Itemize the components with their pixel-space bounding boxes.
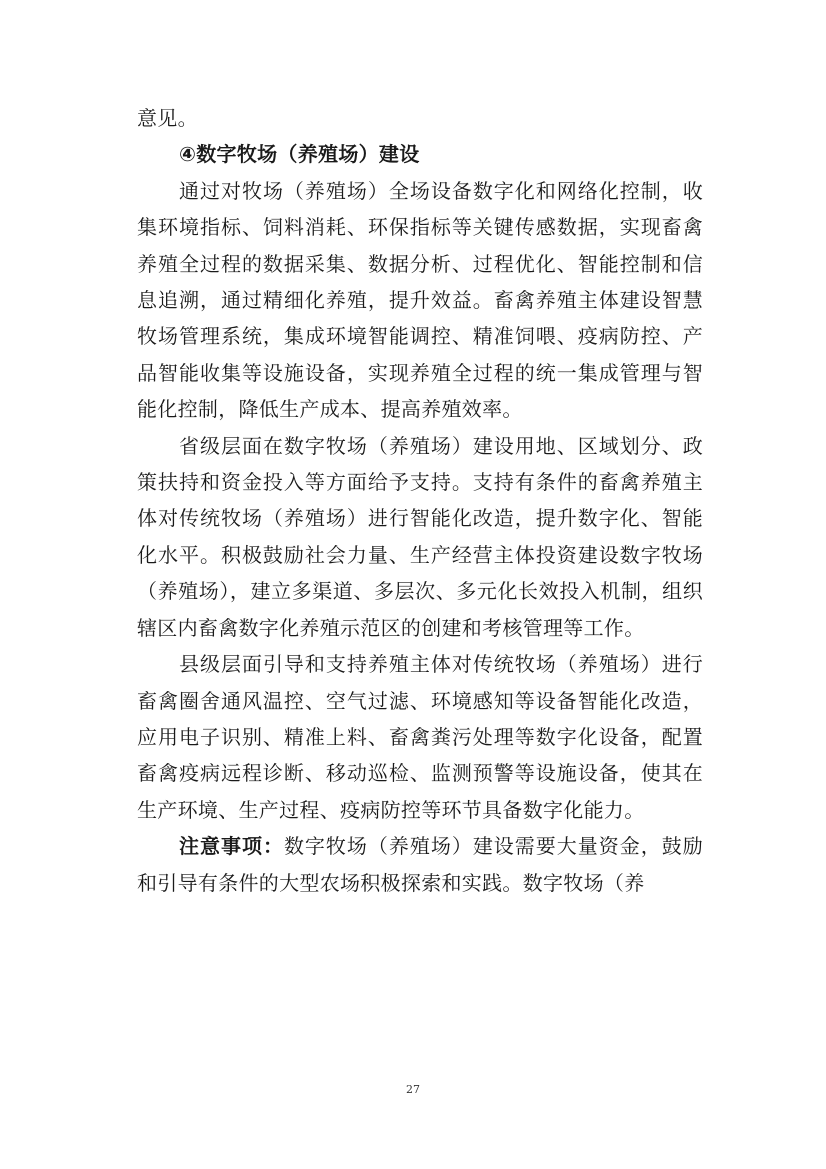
page-number: 27 — [406, 1083, 420, 1096]
paragraph-1: 通过对牧场（养殖场）全场设备数字化和网络化控制，收集环境指标、饲料消耗、环保指标等关键传感数据，实现畜禽养殖全过程的数据采集、数据分析、过程优化、智能控制和信息追溯，通过精细化养殖，提升效益。畜禽养殖主体建设智慧牧场管理系统，集成环境智能调控、精准饲喂、疫病防控、产品智能收集等设施设备，实现养殖全过程的统一集成管理与智能化控制，降低生产成本、提高养殖效率。 — [137, 178, 703, 422]
continuation-text: 意见。 — [137, 106, 198, 130]
body-text — [137, 100, 703, 901]
section-heading: ④数字牧场（养殖场）建设 — [179, 142, 420, 167]
note-paragraph — [137, 828, 703, 901]
paragraph-2: 省级层面在数字牧场（养殖场）建设用地、区域划分、政策扶持和资金投入等方面给予支持。支持有条件的畜禽养殖主体对传统牧场（养殖场）进行智能化改造，提升数字化、智能化水平。积极鼓励社会力量、生产经营主体投资建设数字牧场（养殖场），建立多渠道、多层次、多元化长效投入机制，组织辖区内畜禽数字化养殖示范区的创建和考核管理等工作。 — [137, 433, 703, 640]
paragraph-3: 县级层面引导和支持养殖主体对传统牧场（养殖场）进行畜禽圈舍通风温控、空气过滤、环境感知等设备智能化改造，应用电子识别、精准上料、畜禽粪污处理等数字化设备，配置畜禽疫病远程诊断、移动巡检、监测预警等设施设备，使其在生产环境、生产过程、疫病防控等环节具备数字化能力。 — [137, 652, 703, 822]
note-text: 数字牧场（养殖场）建设需要大量资金，鼓励和引导有条件的大型农场积极探索和实践。数字牧场（养 — [137, 834, 703, 895]
note-label: 注意事项： — [179, 834, 284, 859]
